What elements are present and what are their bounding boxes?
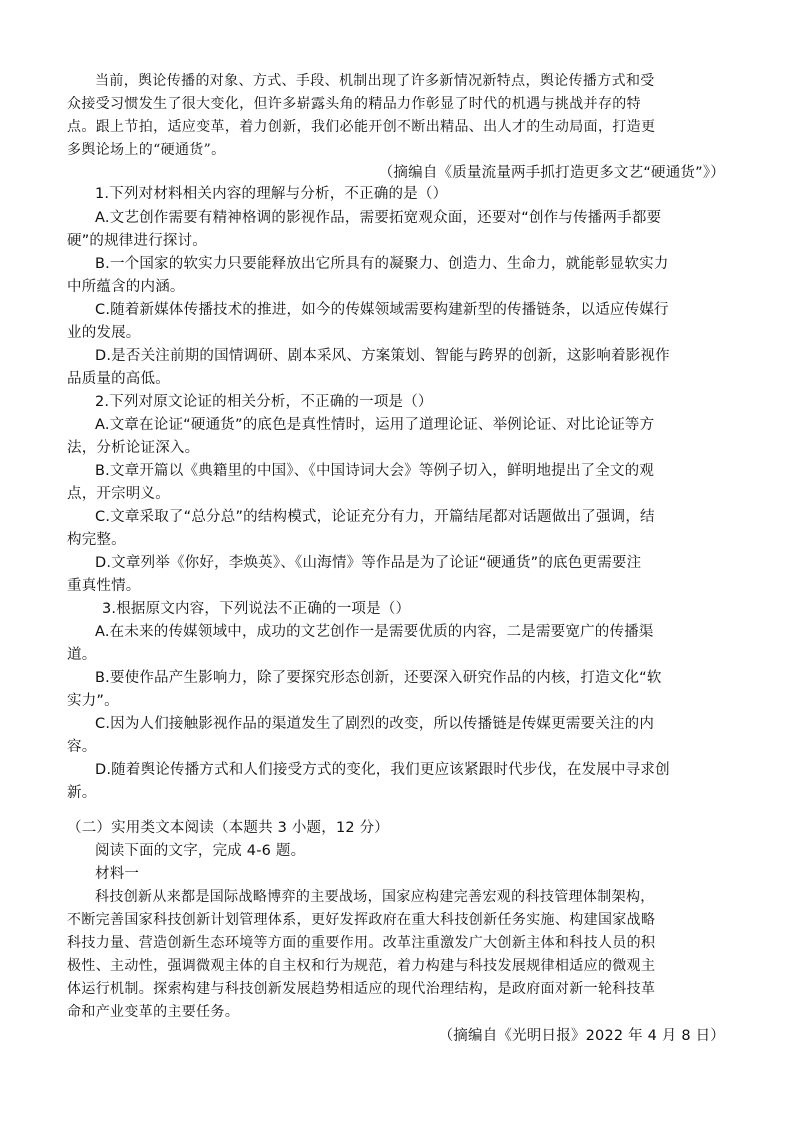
- question-2-option-c-cont: 构完整。: [67, 532, 126, 548]
- material-label: 材料一: [95, 866, 140, 882]
- question-1-stem: 1.下列对材料相关内容的理解与分析，不正确的是（）: [95, 186, 448, 202]
- material-line: 命和产业变革的主要任务。: [67, 1004, 240, 1020]
- material-line: 体运行机制。探索构建与科技创新发展趋势相适应的现代治理结构，是政府面对新一轮科技革: [67, 981, 656, 997]
- question-1-option-c-cont: 业的发展。: [67, 325, 141, 341]
- passage-line: 点。跟上节拍，适应变革，着力创新，我们必能开创不断出精品、出人才的生动局面，打造更: [67, 119, 656, 135]
- passage-line: 多舆论场上的“硬通货”。: [67, 142, 226, 158]
- question-1-option-a: A.文艺创作需要有精神格调的影视作品，需要拓宽观众面，还要对“创作与传播两手都要: [95, 210, 662, 226]
- question-2-option-d: D.文章列举《你好，李焕英》、《山海情》等作品是为了论证“硬通货”的底色更需要注: [95, 555, 642, 571]
- section-instruction: 阅读下面的文字，完成 4-6 题。: [95, 843, 306, 859]
- passage-source: （摘编自《质量流量两手抓打造更多文艺“硬通货”》）: [378, 165, 725, 181]
- question-3-option-c: C.因为人们接触影视作品的渠道发生了剧烈的改变，所以传播链是传媒更需要关注的内: [95, 716, 655, 732]
- question-2-option-d-cont: 重真性情。: [67, 578, 141, 594]
- question-3-option-d-cont: 新。: [67, 785, 97, 801]
- question-2-option-b: B.文章开篇以《典籍里的中国》、《中国诗词大会》等例子切入，鲜明地提出了全文的观: [95, 463, 655, 479]
- question-2-stem: 2.下列对原文论证的相关分析，不正确的一项是（）: [95, 394, 433, 410]
- question-1-option-a-cont: 硬”的规律进行探讨。: [67, 233, 208, 249]
- question-2-option-b-cont: 点，开宗明义。: [67, 486, 170, 502]
- question-1-option-b-cont: 中所蕴含的内涵。: [67, 279, 185, 295]
- question-1-option-b: B.一个国家的软实力只要能释放出它所具有的凝聚力、创造力、生命力，就能彰显软实力: [95, 256, 669, 272]
- passage-line: 当前，舆论传播的对象、方式、手段、机制出现了许多新情况新特点，舆论传播方式和受: [95, 73, 655, 89]
- question-3-option-c-cont: 容。: [67, 739, 97, 755]
- question-3-option-a-cont: 道。: [67, 647, 97, 663]
- question-3-option-b: B.要使作品产生影响力，除了要探究形态创新，还要深入研究作品的内核，打造文化“软: [95, 670, 662, 686]
- question-1-option-d: D.是否关注前期的国情调研、剧本采风、方案策划、智能与跨界的创新，这影响着影视作: [95, 348, 670, 364]
- question-1-option-d-cont: 品质量的高低。: [67, 371, 170, 387]
- material-line: 科技力量、营造创新生态环境等方面的重要作用。改革注重激发广大创新主体和科技人员的积: [67, 935, 656, 951]
- material-line: 科技创新从来都是国际战略博弈的主要战场，国家应构建完善宏观的科技管理体制架构，: [95, 889, 655, 905]
- material-source: （摘编自《光明日报》2022 年 4 月 8 日）: [438, 1028, 725, 1044]
- question-3-stem: 3.根据原文内容，下列说法不正确的一项是（）: [102, 601, 411, 617]
- section-heading: （二）实用类文本阅读（本题共 3 小题，12 分）: [67, 820, 390, 836]
- question-1-option-c: C.随着新媒体传播技术的推进，如今的传媒领域需要构建新型的传播链条，以适应传媒行: [95, 302, 669, 318]
- material-line: 不断完善国家科技创新计划管理体系，更好发挥政府在重大科技创新任务实施、构建国家战略: [67, 912, 656, 928]
- question-3-option-a: A.在未来的传媒领域中，成功的文艺创作一是需要优质的内容，二是需要宽广的传播渠: [95, 624, 654, 640]
- question-2-option-c: C.文章采取了“总分总”的结构模式，论证充分有力，开篇结尾都对话题做出了强调，结: [95, 509, 655, 525]
- question-2-option-a-cont: 法，分析论证深入。: [67, 440, 200, 456]
- question-2-option-a: A.文章在论证“硬通货”的底色是真性情时，运用了道理论证、举例论证、对比论证等方: [95, 417, 655, 433]
- material-line: 极性、主动性，强调微观主体的自主权和行为规范，着力构建与科技发展规律相适应的微观主: [67, 958, 656, 974]
- passage-line: 众接受习惯发生了很大变化，但许多崭露头角的精品力作彰显了时代的机遇与挑战并存的特: [67, 96, 641, 112]
- question-3-option-d: D.随着舆论传播方式和人们接受方式的变化，我们更应该紧跟时代步伐，在发展中寻求创: [95, 762, 670, 778]
- question-3-option-b-cont: 实力”。: [67, 693, 119, 709]
